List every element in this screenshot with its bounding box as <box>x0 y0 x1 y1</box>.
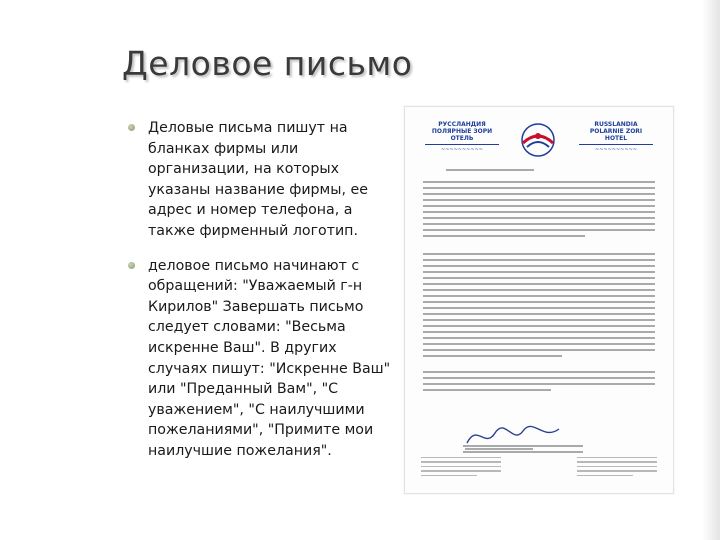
letter-paragraph <box>423 371 655 395</box>
letter-paragraph <box>423 181 655 241</box>
bullet-list <box>128 118 396 476</box>
business-letter-image <box>404 106 674 494</box>
bullet-item <box>128 256 396 462</box>
letterhead-rule <box>579 144 653 145</box>
letter-paragraph <box>423 253 655 361</box>
letterhead-left <box>419 121 505 154</box>
letterhead-slogan: ~~~~~~~~~~ <box>595 147 637 153</box>
letter-footer-left <box>421 457 501 480</box>
hotel-logo-icon <box>517 119 559 161</box>
letterhead-right <box>573 121 659 154</box>
slide-title: Деловое письмо <box>122 44 413 83</box>
letter-salutation <box>423 169 655 175</box>
letterhead-line: ОТЕЛЬ <box>450 135 474 142</box>
letterhead-rule <box>425 144 499 145</box>
letterhead-line: HOTEL <box>604 135 628 142</box>
letterhead-line: POLARNIE ZORI <box>589 128 643 135</box>
slide-edge-shadow <box>702 0 720 540</box>
bullet-item <box>128 118 396 242</box>
bullet-icon <box>128 124 135 131</box>
letterhead-slogan: ~~~~~~~~~~ <box>441 147 483 153</box>
letter-signoff <box>463 445 583 457</box>
bullet-text: Деловые письма пишут на бланках фирмы или организации, на которых указаны название фирмы, ее адрес и номер телефона, а также фирменный логотип. <box>148 120 368 239</box>
letterhead-line: RUSSLANDIA <box>594 121 638 128</box>
letterhead-line: РУССЛАНДИЯ <box>438 121 486 128</box>
letterhead-line: ПОЛЯРНЫЕ ЗОРИ <box>431 128 493 135</box>
bullet-icon <box>128 262 135 269</box>
bullet-text: деловое письмо начинают с обращений: "Уважаемый г-н Кирилов" Завершать письмо следует словами: "Весьма искренне Ваш". В других случаях пишут: "Искренне Ваш" или "Преданный Вам", "С уважением", "С наилучшими пожеланиями", "Примите мои наилучшие пожелания". <box>148 257 391 459</box>
letter-footer-right <box>577 457 657 480</box>
